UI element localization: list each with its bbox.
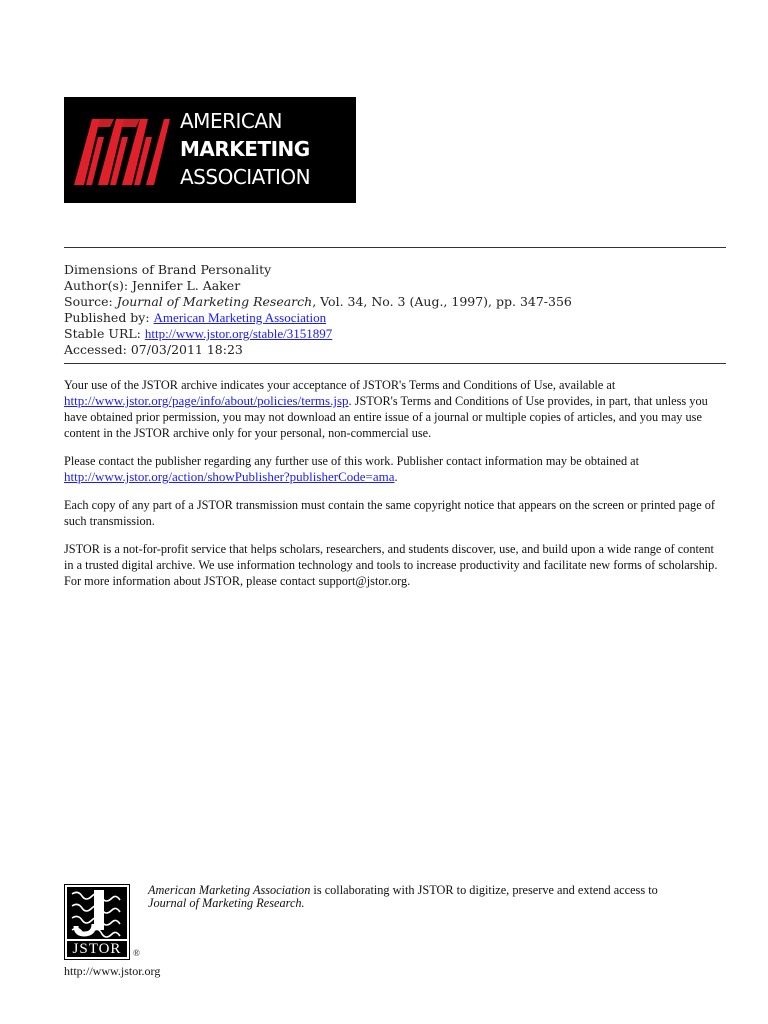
terms-paragraph bbox=[64, 377, 726, 441]
contact-text-b: . bbox=[394, 470, 398, 484]
author-name: Jennifer L. Aaker bbox=[132, 278, 241, 293]
footer-org: American Marketing Association bbox=[148, 883, 311, 897]
ama-mark-icon bbox=[64, 97, 180, 203]
jstor-url bbox=[64, 964, 160, 979]
contact-text-a: Please contact the publisher regarding any further use of this work. Publisher contact information may be obtained at bbox=[64, 454, 640, 468]
source-details: , Vol. 34, No. 3 (Aug., 1997), pp. 347-356 bbox=[312, 294, 572, 309]
logo-line-2: MARKETING bbox=[180, 137, 310, 161]
terms-link[interactable]: http://www.jstor.org/page/info/about/policies/terms.jsp bbox=[64, 393, 349, 408]
logo-line-1: AMERICAN bbox=[180, 109, 282, 133]
article-title: Dimensions of Brand Personality bbox=[64, 262, 272, 277]
ama-logo bbox=[64, 97, 356, 203]
accessed-date: Accessed: 07/03/2011 18:23 bbox=[64, 342, 243, 357]
stable-url-label: Stable URL: bbox=[64, 326, 145, 341]
publisher-row bbox=[64, 310, 726, 326]
footer-journal: Journal of Marketing Research. bbox=[148, 896, 305, 910]
logo-line-3: ASSOCIATION bbox=[180, 165, 311, 189]
terms-body bbox=[64, 377, 726, 601]
author-label: Author(s): bbox=[64, 278, 133, 293]
citation-block bbox=[64, 262, 726, 358]
bottom-divider bbox=[64, 363, 726, 364]
publisher-label: Published by: bbox=[64, 310, 154, 325]
source-journal: Journal of Marketing Research bbox=[116, 294, 313, 309]
copyright-paragraph: Each copy of any part of a JSTOR transmission must contain the same copyright notice that appears on the screen or printed page of such transmission. bbox=[64, 498, 715, 528]
footer-mid: is collaborating with JSTOR to digitize, preserve and extend access to bbox=[310, 883, 658, 897]
registered-mark: ® bbox=[133, 948, 140, 958]
source-label: Source: bbox=[64, 294, 117, 309]
jstor-url-text: http://www.jstor.org bbox=[64, 964, 161, 978]
terms-text-a: Your use of the JSTOR archive indicates your acceptance of JSTOR's Terms and Conditions of Use, available at bbox=[64, 378, 616, 392]
jstor-logo bbox=[64, 884, 130, 960]
stable-url-row bbox=[64, 326, 726, 342]
jstor-logo-text: JSTOR bbox=[72, 941, 122, 957]
publisher-contact-paragraph bbox=[64, 453, 726, 485]
collaboration-note bbox=[148, 884, 728, 910]
jstor-about-paragraph: JSTOR is a not-for-profit service that helps scholars, researchers, and students discover, use, and build upon a wide range of content in a trusted digital archive. We use information technology and tools to increase productivity and facilitate new forms of scholarship. For more information about JSTOR, please contact support@jstor.org. bbox=[64, 542, 718, 588]
terms-text-b: . JSTOR's Terms and Conditions of Use provides, in part, that unless you have obtained prior permission, you may not download an entire issue of a journal or multiple copies of articles, and you may use content in the JSTOR archive only for your personal, non-commercial use. bbox=[64, 394, 708, 440]
publisher-link[interactable]: American Marketing Association bbox=[153, 310, 327, 325]
top-divider bbox=[64, 247, 726, 248]
publisher-contact-link[interactable]: http://www.jstor.org/action/showPublisher?publisherCode=ama bbox=[64, 469, 395, 484]
source-row bbox=[64, 294, 726, 310]
stable-url-link[interactable]: http://www.jstor.org/stable/3151897 bbox=[144, 326, 333, 341]
author-row bbox=[64, 278, 726, 294]
